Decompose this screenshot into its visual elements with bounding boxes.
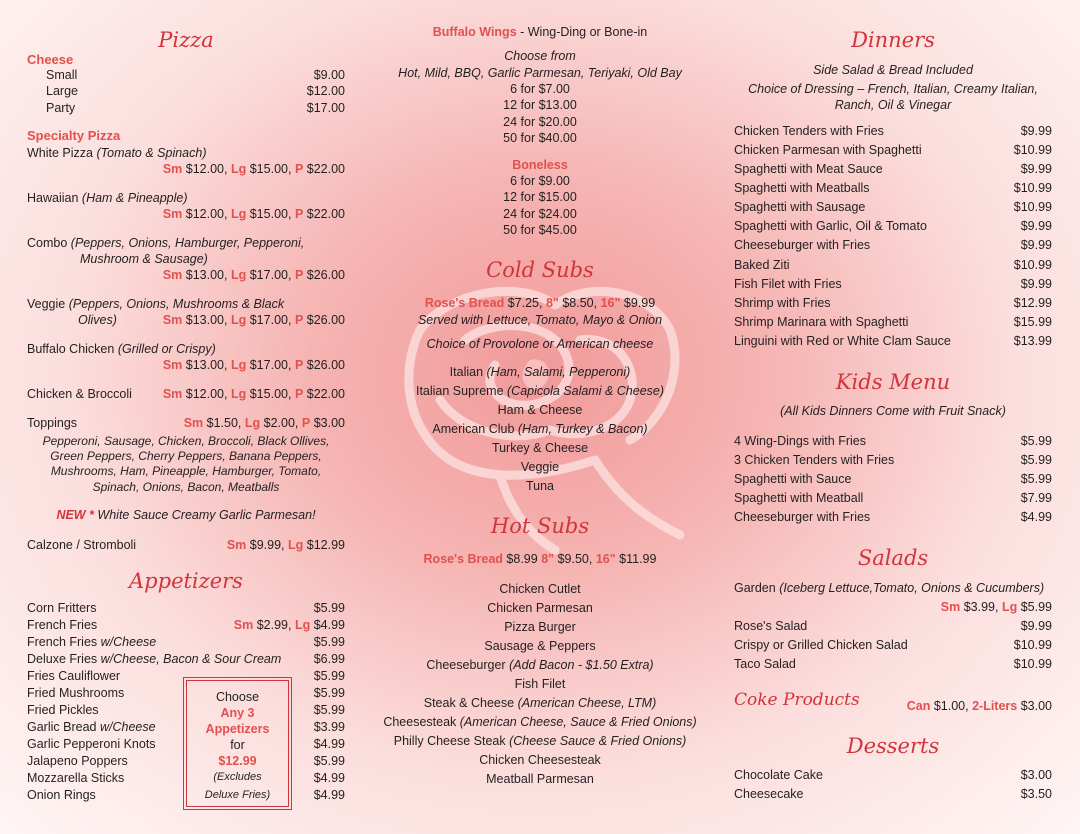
price-sm: $12.00, — [185, 207, 228, 221]
chicken-broccoli-prices — [163, 386, 345, 402]
white-pizza-name — [27, 145, 207, 161]
combo-name — [27, 235, 304, 251]
item-desc: (Cheese Sauce & Fried Onions) — [509, 734, 687, 748]
item-price: $5.99 — [313, 703, 345, 717]
wings-price: 12 for $13.00 — [503, 98, 577, 112]
veggie-desc-2: Olives) — [78, 313, 117, 327]
size-sm: Sm — [233, 618, 254, 632]
kids-row — [734, 509, 1052, 525]
price-lg: $2.00, — [263, 416, 299, 430]
price-p: $22.00 — [306, 207, 345, 221]
item-name: White Pizza — [27, 146, 93, 160]
french-fries-prices — [234, 617, 345, 633]
hot-sub-item: Meatball Parmesan — [486, 772, 594, 786]
garden-salad-prices — [941, 599, 1052, 615]
item-name: Chicken Parmesan with Spaghetti — [734, 143, 922, 157]
price-sm: $9.99, — [249, 538, 285, 552]
desserts-title: Desserts — [846, 734, 940, 758]
kids-note: (All Kids Dinners Come with Fruit Snack) — [780, 404, 1006, 418]
appetizer-row — [27, 651, 345, 667]
hot-subs-prices — [372, 551, 708, 567]
hot-sub-item — [372, 733, 708, 749]
combo-line: (Excludes — [213, 771, 262, 783]
item-name: Deluxe Fries — [27, 652, 98, 666]
salad-row — [734, 656, 1052, 672]
price-lg: $17.00, — [249, 313, 292, 327]
price-lg: $5.99 — [1020, 600, 1052, 614]
item-name: Cheesesteak — [383, 715, 457, 729]
dinner-row — [734, 180, 1052, 196]
liter-label: 2-Liters — [972, 699, 1018, 713]
size-sm: Sm — [162, 387, 183, 401]
item-name: Large — [46, 84, 78, 98]
item-desc: (Ham, Turkey & Bacon) — [517, 422, 648, 436]
dinners-title: Dinners — [851, 28, 935, 52]
new-item-notice — [27, 507, 345, 523]
boneless-title: Boneless — [512, 158, 568, 172]
item-price: $10.99 — [1013, 657, 1052, 671]
chicken-broccoli-name: Chicken & Broccoli — [27, 387, 132, 401]
kids-menu-title: Kids Menu — [835, 370, 951, 394]
dinner-row — [734, 123, 1052, 139]
item-price: $5.99 — [313, 669, 345, 683]
item-price: $5.99 — [313, 754, 345, 768]
kids-row — [734, 452, 1052, 468]
white-pizza-prices — [163, 161, 345, 177]
wings-price: 6 for $7.00 — [510, 82, 570, 96]
item-name: Baked Ziti — [734, 258, 790, 272]
size-p: P — [294, 387, 304, 401]
can-price: $1.00, — [933, 699, 969, 713]
cold-sub-item: Turkey & Cheese — [491, 441, 589, 455]
item-name: Garlic Pepperoni Knots — [27, 737, 156, 751]
price-lg: $12.99 — [306, 538, 345, 552]
coke-products-title: Coke Products — [734, 690, 860, 710]
item-name: Crispy or Grilled Chicken Salad — [734, 638, 908, 652]
combo-line: for — [230, 738, 245, 752]
price-8: $8.50, — [562, 296, 598, 310]
item-price: $9.99 — [1020, 124, 1052, 138]
combo-line: Any 3 — [220, 706, 255, 720]
item-name: Mozzarella Sticks — [27, 771, 125, 785]
kids-row — [734, 433, 1052, 449]
item-desc: (Peppers, Onions, Hamburger, Pepperoni, — [70, 236, 305, 250]
item-name: Buffalo Chicken — [27, 342, 115, 356]
can-label: Can — [906, 699, 931, 713]
item-name: Spaghetti with Sauce — [734, 472, 852, 486]
price-p: $3.00 — [313, 416, 345, 430]
dinners-note: Ranch, Oil & Vinegar — [834, 98, 952, 112]
price-lg: $15.00, — [249, 387, 292, 401]
cold-subs-choice: Choice of Provolone or American cheese — [426, 337, 654, 351]
item-desc: (Ham, Salami, Pepperoni) — [486, 365, 631, 379]
dinner-row — [734, 276, 1052, 292]
appetizer-row — [27, 634, 345, 650]
size-p: P — [294, 162, 304, 176]
hot-sub-item — [372, 657, 708, 673]
size-lg: Lg — [230, 387, 247, 401]
item-name: Shrimp Marinara with Spaghetti — [734, 315, 909, 329]
item-desc: (American Cheese, LTM) — [517, 696, 657, 710]
price-p: $26.00 — [306, 358, 345, 372]
liter-price: $3.00 — [1020, 699, 1052, 713]
wings-choose: Choose from — [504, 49, 576, 63]
price-p: $22.00 — [306, 387, 345, 401]
size-p: P — [294, 313, 304, 327]
boneless-price: 12 for $15.00 — [503, 190, 577, 204]
item-name: Veggie — [27, 297, 66, 311]
dinners-note: Choice of Dressing – French, Italian, Creamy Italian, — [748, 82, 1038, 96]
veggie-prices — [163, 312, 345, 328]
item-desc: (American Cheese, Sauce & Fried Onions) — [459, 715, 697, 729]
item-name: Linguini with Red or White Clam Sauce — [734, 334, 951, 348]
dinner-row — [734, 257, 1052, 273]
item-name: Cheeseburger with Fries — [734, 238, 871, 252]
item-price: $10.99 — [1013, 181, 1052, 195]
item-name: Shrimp with Fries — [734, 296, 831, 310]
center-column — [372, 0, 708, 834]
price-lg: $17.00, — [249, 268, 292, 282]
item-price: $4.99 — [1020, 510, 1052, 524]
toppings-list-line: Spinach, Onions, Bacon, Meatballs — [92, 480, 280, 494]
item-name: Cheesecake — [734, 787, 804, 801]
boneless-price: 24 for $24.00 — [503, 207, 577, 221]
hot-sub-item: Chicken Parmesan — [487, 601, 593, 615]
size-lg: Lg — [230, 162, 247, 176]
salads-title: Salads — [857, 546, 929, 570]
price-sm: $13.00, — [185, 268, 228, 282]
bread-price: $8.99 — [506, 552, 538, 566]
item-name: Rose's Salad — [734, 619, 808, 633]
dinner-row — [734, 295, 1052, 311]
pizza-title: Pizza — [158, 28, 214, 52]
item-price: $3.50 — [1020, 787, 1052, 801]
item-name: Onion Rings — [27, 788, 96, 802]
calzone-prices — [227, 537, 345, 553]
item-price: $6.99 — [313, 652, 345, 666]
item-name: Party — [46, 101, 76, 115]
size-8: 8" — [545, 296, 559, 310]
veggie-name — [27, 296, 284, 312]
boneless-price: 50 for $45.00 — [503, 223, 577, 237]
hot-sub-item: Pizza Burger — [504, 620, 576, 634]
hot-subs-title: Hot Subs — [490, 514, 590, 538]
item-price: $12.00 — [306, 84, 345, 98]
toppings-label: Toppings — [27, 416, 78, 430]
dinner-row — [734, 333, 1052, 349]
item-price: $4.99 — [313, 737, 345, 751]
salad-row — [734, 637, 1052, 653]
item-note: w/Cheese — [100, 635, 157, 649]
item-name: Chicken Tenders with Fries — [734, 124, 884, 138]
new-text: White Sauce Creamy Garlic Parmesan! — [97, 508, 316, 522]
item-name: Philly Cheese Steak — [393, 734, 506, 748]
wings-price: 50 for $40.00 — [503, 131, 577, 145]
item-desc: (Peppers, Onions, Mushrooms & Black — [68, 297, 285, 311]
item-price: $5.99 — [313, 686, 345, 700]
item-name: Fish Filet with Fries — [734, 277, 842, 291]
item-price: $9.99 — [1020, 619, 1052, 633]
item-price: $15.99 — [1013, 315, 1052, 329]
cold-subs-served: Served with Lettuce, Tomato, Mayo & Onion — [417, 313, 663, 327]
size-p: P — [294, 207, 304, 221]
price-16: $11.99 — [619, 552, 657, 566]
combo-line: Appetizers — [205, 722, 270, 736]
item-name: Combo — [27, 236, 68, 250]
item-price: $5.99 — [1020, 434, 1052, 448]
cold-sub-item: Tuna — [525, 479, 555, 493]
item-name: French Fries — [27, 635, 98, 649]
size-p: P — [294, 268, 304, 282]
size-p: P — [294, 358, 304, 372]
item-price: $13.99 — [1013, 334, 1052, 348]
size-sm: Sm — [162, 313, 183, 327]
size-lg: Lg — [1001, 600, 1018, 614]
boneless-price: 6 for $9.00 — [510, 174, 570, 188]
cold-subs-prices — [372, 295, 708, 311]
item-name: Spaghetti with Meat Sauce — [734, 162, 883, 176]
dinners-note: Side Salad & Bread Included — [813, 63, 973, 77]
wings-flavors: Hot, Mild, BBQ, Garlic Parmesan, Teriyaki, Old Bay — [398, 66, 682, 80]
cheese-large-row — [27, 83, 345, 99]
price-p: $22.00 — [306, 162, 345, 176]
wings-subtitle: - Wing-Ding or Bone-in — [516, 25, 648, 39]
item-name: Jalapeno Poppers — [27, 754, 128, 768]
size-16: 16" — [600, 296, 621, 310]
size-8: 8" — [541, 552, 555, 566]
item-name: Spaghetti with Sausage — [734, 200, 866, 214]
item-desc: (Ham & Pineapple) — [81, 191, 188, 205]
combo-line: Choose — [215, 690, 260, 704]
cold-subs-title: Cold Subs — [486, 258, 594, 282]
item-price: $7.99 — [1020, 491, 1052, 505]
price-lg: $15.00, — [249, 207, 292, 221]
item-name: Small — [46, 68, 78, 82]
kids-row — [734, 490, 1052, 506]
price-sm: $13.00, — [185, 358, 228, 372]
appetizer-row — [27, 617, 345, 633]
specialty-heading: Specialty Pizza — [27, 128, 121, 143]
item-price: $3.00 — [1020, 768, 1052, 782]
cold-sub-item — [372, 421, 708, 437]
wings-price: 24 for $20.00 — [503, 115, 577, 129]
item-name: Spaghetti with Meatballs — [734, 181, 870, 195]
item-name: 4 Wing-Dings with Fries — [734, 434, 866, 448]
item-name: Corn Fritters — [27, 601, 97, 615]
hawaiian-name — [27, 190, 188, 206]
garden-salad — [734, 580, 1044, 596]
new-badge: NEW * — [56, 508, 94, 522]
appetizers-title: Appetizers — [129, 569, 243, 593]
price-lg: $4.99 — [313, 618, 345, 632]
item-note: w/Cheese — [99, 720, 156, 734]
item-name: Fried Mushrooms — [27, 686, 125, 700]
size-sm: Sm — [183, 416, 204, 430]
item-price: $9.99 — [1020, 219, 1052, 233]
item-note: w/Cheese, Bacon & Sour Cream — [100, 652, 282, 666]
dinner-row — [734, 314, 1052, 330]
appetizer-row — [27, 600, 345, 616]
price-p: $26.00 — [306, 268, 345, 282]
item-price: $5.99 — [1020, 453, 1052, 467]
cold-sub-item — [372, 364, 708, 380]
price-lg: $17.00, — [249, 358, 292, 372]
item-price: $5.99 — [313, 601, 345, 615]
combo-line: Deluxe Fries) — [204, 789, 271, 801]
item-name: Cheeseburger with Fries — [734, 510, 871, 524]
size-sm: Sm — [162, 358, 183, 372]
price-sm: $12.00, — [185, 387, 228, 401]
dinner-row — [734, 237, 1052, 253]
item-price: $10.99 — [1013, 143, 1052, 157]
size-lg: Lg — [230, 313, 247, 327]
price-p: $26.00 — [306, 313, 345, 327]
price-sm: $1.50, — [206, 416, 242, 430]
buffalo-chicken-name — [27, 341, 216, 357]
calzone-name: Calzone / Stromboli — [27, 538, 137, 552]
right-column — [734, 0, 1052, 834]
hawaiian-prices — [163, 206, 345, 222]
item-price: $4.99 — [313, 771, 345, 785]
item-name: Taco Salad — [734, 657, 796, 671]
item-price: $10.99 — [1013, 200, 1052, 214]
cold-sub-item: Ham & Cheese — [497, 403, 583, 417]
price-sm: $3.99, — [963, 600, 999, 614]
toppings-list-line: Mushrooms, Ham, Pineapple, Hamburger, Tomato, — [50, 464, 322, 478]
bread-label: Rose's Bread — [423, 552, 503, 566]
item-price: $3.99 — [313, 720, 345, 734]
item-price: $12.99 — [1013, 296, 1052, 310]
dinner-row — [734, 161, 1052, 177]
hot-sub-item: Fish Filet — [514, 677, 566, 691]
item-price: $9.99 — [1020, 238, 1052, 252]
item-name: French Fries — [27, 618, 98, 632]
bread-price: $7.25, — [507, 296, 543, 310]
size-lg: Lg — [288, 538, 304, 552]
item-price: $9.99 — [1020, 162, 1052, 176]
combo-prices — [163, 267, 345, 283]
price-sm: $13.00, — [185, 313, 228, 327]
item-desc: (Tomato & Spinach) — [96, 146, 207, 160]
item-price: $9.99 — [1020, 277, 1052, 291]
hot-sub-item — [372, 714, 708, 730]
kids-row — [734, 471, 1052, 487]
dessert-row — [734, 786, 1052, 802]
cheese-small-row — [27, 67, 345, 83]
toppings-prices — [184, 415, 345, 431]
size-sm: Sm — [162, 162, 183, 176]
item-price: $5.99 — [1020, 472, 1052, 486]
item-name: Fries Cauliflower — [27, 669, 121, 683]
item-price: $10.99 — [1013, 638, 1052, 652]
toppings-list-line: Pepperoni, Sausage, Chicken, Broccoli, Black Ollives, — [42, 434, 330, 448]
hot-sub-item: Sausage & Peppers — [484, 639, 596, 653]
price-sm: $12.00, — [185, 162, 228, 176]
size-lg: Lg — [294, 618, 311, 632]
size-sm: Sm — [162, 268, 183, 282]
price-8: $9.50, — [557, 552, 593, 566]
size-lg: Lg — [230, 358, 247, 372]
item-name: Italian — [449, 365, 484, 379]
toppings-list-line: Green Peppers, Cherry Peppers, Banana Peppers, — [50, 449, 322, 463]
size-p: P — [301, 416, 311, 430]
size-lg: Lg — [230, 268, 247, 282]
item-name: Chocolate Cake — [734, 768, 823, 782]
size-sm: Sm — [162, 207, 183, 221]
buffalo-chicken-prices — [163, 357, 345, 373]
item-name: 3 Chicken Tenders with Fries — [734, 453, 895, 467]
dinner-row — [734, 199, 1052, 215]
cheese-heading: Cheese — [27, 52, 74, 67]
salad-row — [734, 618, 1052, 634]
item-desc: (Grilled or Crispy) — [117, 342, 216, 356]
combo-desc-2: Mushroom & Sausage) — [80, 252, 208, 266]
hot-sub-item: Chicken Cutlet — [499, 582, 581, 596]
combo-price: $12.99 — [218, 754, 257, 768]
price-sm: $2.99, — [256, 618, 292, 632]
appetizer-combo-box — [186, 680, 289, 807]
item-name: Garden — [734, 581, 776, 595]
item-name: Italian Supreme — [415, 384, 504, 398]
item-name: Spaghetti with Meatball — [734, 491, 864, 505]
item-price: $10.99 — [1013, 258, 1052, 272]
size-lg: Lg — [230, 207, 247, 221]
size-sm: Sm — [226, 538, 247, 552]
item-name: American Club — [432, 422, 515, 436]
dinner-row — [734, 142, 1052, 158]
price-lg: $15.00, — [249, 162, 292, 176]
item-price: $4.99 — [313, 788, 345, 802]
wings-header — [372, 24, 708, 40]
wings-title: Buffalo Wings — [432, 25, 517, 39]
item-desc: (Add Bacon - $1.50 Extra) — [509, 658, 654, 672]
item-price: $9.00 — [313, 68, 345, 82]
item-name: Garlic Bread — [27, 720, 97, 734]
hot-sub-item — [372, 695, 708, 711]
size-lg: Lg — [244, 416, 261, 430]
price-16: $9.99 — [623, 296, 656, 310]
bread-label: Rose's Bread — [424, 296, 505, 310]
size-sm: Sm — [940, 600, 961, 614]
item-price: $17.00 — [306, 101, 345, 115]
size-16: 16" — [595, 552, 616, 566]
dessert-row — [734, 767, 1052, 783]
cheese-party-row — [27, 100, 345, 116]
item-name: Hawaiian — [27, 191, 79, 205]
item-price: $5.99 — [313, 635, 345, 649]
item-name: Spaghetti with Garlic, Oil & Tomato — [734, 219, 927, 233]
hot-sub-item: Chicken Cheesesteak — [479, 753, 601, 767]
dinner-row — [734, 218, 1052, 234]
item-name: Cheeseburger — [426, 658, 506, 672]
item-name: Steak & Cheese — [423, 696, 515, 710]
cold-sub-item — [372, 383, 708, 399]
item-desc: (Iceberg Lettuce,Tomato, Onions & Cucumbers) — [779, 581, 1045, 595]
cold-sub-item: Veggie — [520, 460, 560, 474]
item-name: Fried Pickles — [27, 703, 99, 717]
item-desc: (Capicola Salami & Cheese) — [507, 384, 665, 398]
coke-prices — [907, 698, 1052, 714]
